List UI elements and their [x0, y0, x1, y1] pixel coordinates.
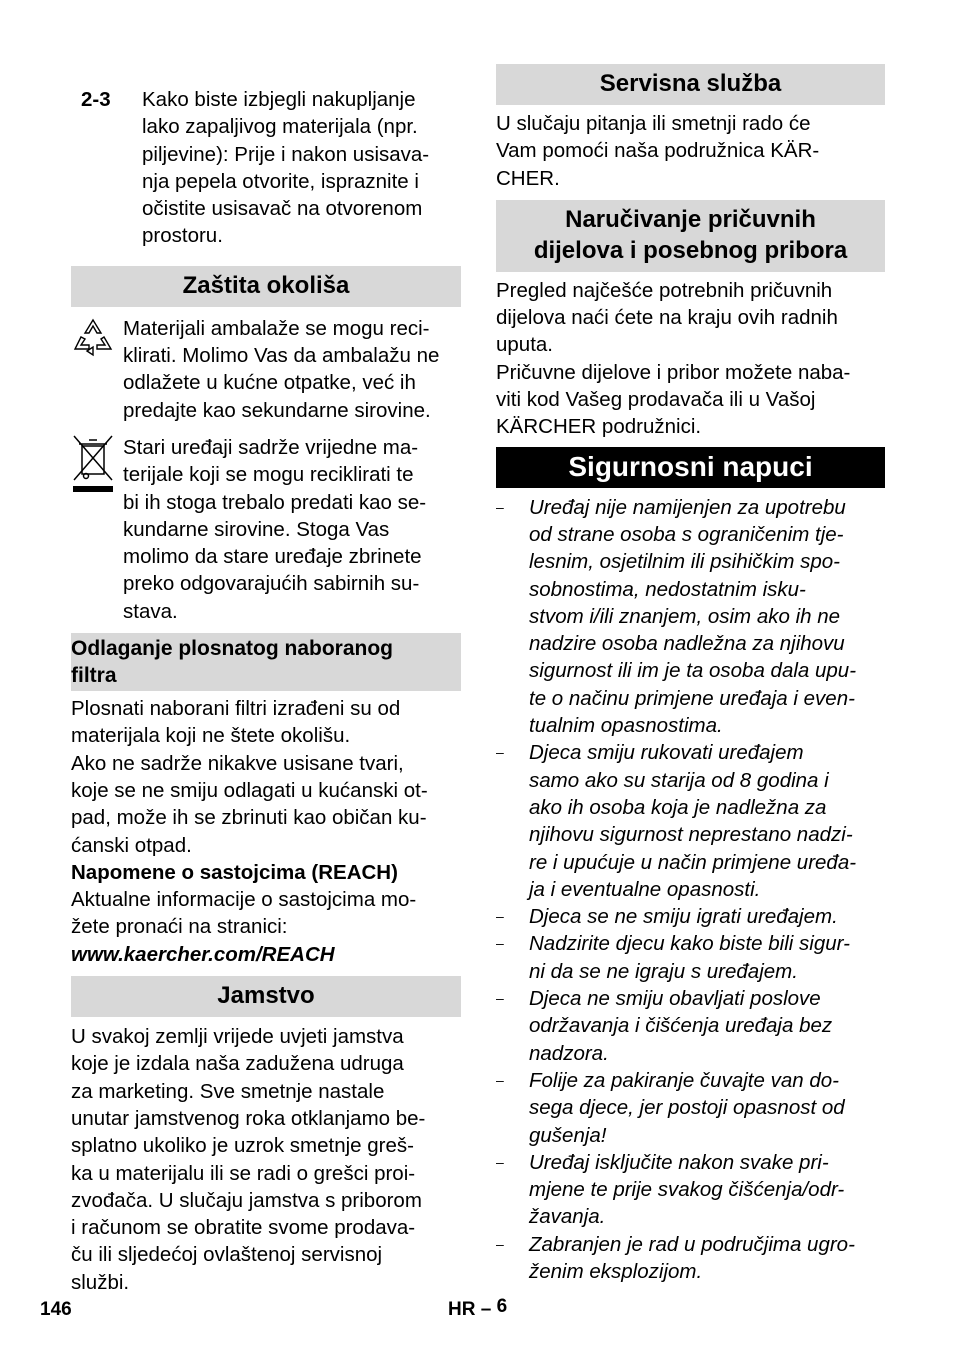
text-line: od strane osoba s ograničenim tje-: [529, 522, 844, 546]
text-line: te o načinu primjene uređaja i even-: [529, 686, 855, 710]
text-line: odlažete u kućne otpatke, već ih: [123, 371, 416, 395]
recycle-note: [71, 315, 461, 424]
heading-line: filtra: [71, 664, 117, 688]
text-line: piljevine): Prije i nakon usisava-: [142, 142, 430, 166]
text-line: stvom i/ili znanjem, osim ako ih ne: [529, 604, 841, 628]
text-line: sobnostima, nedostatnim isku-: [529, 577, 806, 601]
text-line: koje je izdala naša zadužena udruga: [71, 1052, 404, 1076]
safety-list: [496, 494, 885, 1286]
text-line: prostoru.: [142, 224, 223, 248]
text-line: Uređaj isključite nakon svake pri-: [529, 1150, 829, 1174]
text-line: koje se ne smiju odlagati u kućanski ot-: [71, 778, 428, 802]
dash-bullet: –: [496, 990, 504, 1007]
text-line: lesnim, osjetilnim ili psihičkim spo-: [529, 550, 840, 574]
text-line: materijala koji ne štete okolišu.: [71, 724, 351, 748]
list-item: [496, 903, 885, 930]
page-footer-label: [448, 1296, 507, 1323]
dash-bullet: –: [496, 935, 504, 952]
left-column: [71, 64, 461, 1296]
dash-bullet: –: [496, 1071, 504, 1088]
text-line: ču ili sljedećoj ovlaštenoj servisnoj: [71, 1243, 383, 1267]
text-line: Uređaj nije namijenjen za upotrebu: [529, 495, 846, 519]
text-line: Vam pomoći naša podružnica KÄR-: [496, 139, 820, 163]
dash-bullet: –: [496, 908, 504, 925]
section-heading-filter: [71, 633, 461, 691]
text-line: ćanski otpad.: [71, 833, 192, 857]
section-heading-safety: Sigurnosni napuci: [496, 447, 885, 488]
text-line: tualnim opasnostima.: [529, 714, 723, 738]
section-heading-service: Servisna služba: [496, 64, 885, 105]
text-line: Plosnati naborani filtri izrađeni su od: [71, 697, 401, 721]
text-line: dijelova naći ćete na kraju ovih radnih: [496, 306, 838, 330]
dash-bullet: –: [496, 744, 504, 761]
heading-line: dijelova i posebnog pribora: [533, 236, 848, 264]
weee-note: [71, 434, 461, 625]
text-line: žete pronaći na stranici:: [71, 915, 288, 939]
step-2-3: [71, 86, 461, 250]
heading-line: Naručivanje pričuvnih: [565, 205, 816, 233]
language-code: HR: [448, 1299, 476, 1320]
text-line: mjene te prije svakog čišćenja/odr-: [529, 1178, 845, 1202]
text-line: Pregled najčešće potrebnih pričuvnih: [496, 278, 833, 302]
warranty-text: [71, 1023, 461, 1296]
recycle-icon: [71, 315, 123, 424]
list-item: [496, 1067, 885, 1149]
text-line: unutar jamstvenog roka otklanjamo be-: [71, 1106, 426, 1130]
text-line: CHER.: [496, 166, 560, 190]
text-line: službi.: [71, 1270, 130, 1294]
section-heading-environment: Zaštita okoliša: [71, 266, 461, 307]
text-line: klirati. Molimo Vas da ambalažu ne: [123, 344, 440, 368]
text-line: ja i eventualne opasnosti.: [529, 877, 761, 901]
text-line: žavanja.: [529, 1205, 606, 1229]
text-line: ka u materijalu ili se radi o grešci proi-: [71, 1161, 416, 1185]
list-item: [496, 1149, 885, 1231]
text-line: pad, može ih se zbrinuti kao običan ku-: [71, 806, 427, 830]
parts-text: [496, 277, 885, 441]
list-item: [496, 1231, 885, 1286]
text-line: viti kod Vašeg prodavača ili u Vašoj: [496, 388, 816, 412]
list-item: [496, 985, 885, 1067]
text-line: ako ih osoba koja je nadležna za: [529, 795, 827, 819]
text-line: gušenja!: [529, 1123, 607, 1147]
section-heading-parts: [496, 200, 885, 272]
recycle-text: [123, 315, 439, 424]
footer-dash: –: [480, 1299, 492, 1320]
text-line: Djeca ne smiju obavljati poslove: [529, 987, 821, 1011]
text-line: njihovu sigurnost neprestano nadzi-: [529, 823, 853, 847]
text-line: Zabranjen je rad u područjima ugro-: [529, 1232, 855, 1256]
text-line: preko odgovarajućih sabirnih su-: [123, 572, 420, 596]
list-item: [496, 739, 885, 903]
right-column: [496, 64, 885, 1285]
text-line: Djeca smiju rukovati uređajem: [529, 741, 804, 765]
text-line: stava.: [123, 599, 178, 623]
list-item: [496, 494, 885, 740]
text-line: uputa.: [496, 333, 553, 357]
text-line: održavanja i čišćenja uređaja bez: [529, 1014, 833, 1038]
text-line: kundarne sirovine. Stoga Vas: [123, 517, 390, 541]
text-line: nadzora.: [529, 1041, 609, 1065]
text-line: nadzire osoba nadležna za njihovu: [529, 632, 845, 656]
text-line: bi ih stoga trebalo predati kao se-: [123, 490, 427, 514]
step-number: 2-3: [81, 88, 111, 111]
text-line: ni da se ne igraju s uređajem.: [529, 959, 798, 983]
text-line: i računom se obratite svome prodava-: [71, 1216, 416, 1240]
filter-text: [71, 695, 461, 968]
text-line: sega djece, jer postoji opasnost od: [529, 1096, 845, 1120]
dash-bullet: –: [496, 1153, 504, 1170]
text-line: samo ako su starija od 8 godina i: [529, 768, 829, 792]
section-heading-warranty: Jamstvo: [71, 976, 461, 1017]
heading-line: Odlaganje plosnatog naboranog: [71, 637, 394, 661]
service-text: [496, 110, 885, 192]
text-line: Pričuvne dijelove i pribor možete naba-: [496, 360, 851, 384]
list-item: [496, 930, 885, 985]
page-number: 146: [40, 1299, 72, 1320]
dash-bullet: –: [496, 498, 504, 515]
text-line: Folije za pakiranje čuvajte van do-: [529, 1068, 839, 1092]
text-line: Ako ne sadrže nikakve usisane tvari,: [71, 751, 404, 775]
text-line: molimo da stare uređaje zbrinete: [123, 545, 422, 569]
text-line: terijale koji se mogu reciklirati te: [123, 463, 414, 487]
text-line: splatno ukoliko je uzrok smetnje greš-: [71, 1134, 414, 1158]
text-line: U svakoj zemlji vrijede uvjeti jamstva: [71, 1025, 404, 1049]
text-line: Materijali ambalaže se mogu reci-: [123, 316, 430, 340]
reach-heading: Napomene o sastojcima (REACH): [71, 860, 398, 884]
text-line: lako zapaljivog materijala (npr.: [142, 115, 418, 139]
text-line: U slučaju pitanja ili smetnji rado će: [496, 112, 811, 135]
text-line: Djeca se ne smiju igrati uređajem.: [529, 905, 838, 929]
reach-url-link[interactable]: www.kaercher.com/REACH: [71, 942, 335, 966]
text-line: Stari uređaji sadrže vrijedne ma-: [123, 435, 419, 459]
text-line: Kako biste izbjegli nakupljanje: [142, 88, 416, 111]
text-line: sigurnost ili im je ta osoba dala upu-: [529, 659, 857, 683]
text-line: ženim eksplozijom.: [529, 1259, 703, 1283]
text-line: Nadzirite djecu kako biste bili sigur-: [529, 932, 850, 956]
text-line: zvođača. U slučaju jamstva s priborom: [71, 1188, 422, 1212]
text-line: nja pepela otvorite, ispraznite i: [142, 169, 419, 193]
crossed-bin-icon: [71, 434, 123, 625]
weee-text: [123, 434, 426, 625]
text-line: predajte kao sekundarne sirovine.: [123, 398, 431, 422]
step-text: [142, 86, 429, 250]
text-line: re i upućuje u način primjene uređa-: [529, 850, 857, 874]
text-line: KÄRCHER podružnici.: [496, 415, 702, 439]
dash-bullet: –: [496, 1235, 504, 1252]
text-line: očistite usisavač na otvorenom: [142, 197, 423, 221]
sub-page-number: 6: [496, 1296, 508, 1317]
text-line: za marketing. Sve smetnje nastale: [71, 1079, 385, 1103]
text-line: Aktualne informacije o sastojcima mo-: [71, 888, 417, 912]
